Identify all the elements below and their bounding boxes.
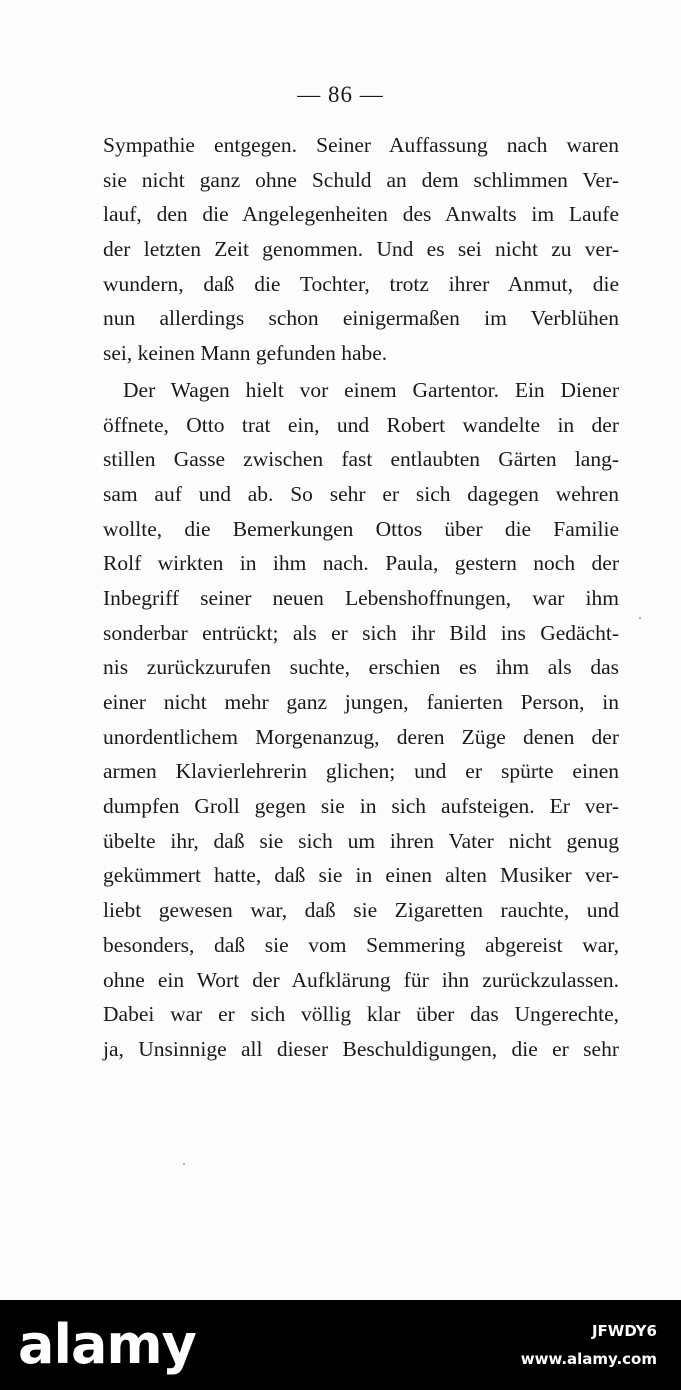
- text-line: liebt gewesen war, daß sie Zigaretten rauchte, und: [103, 898, 619, 923]
- text-line: Der Wagen hielt vor einem Gartentor. Ein Diener: [123, 377, 619, 402]
- text-line: lauf, den die Angelegenheiten des Anwalts im Laufe: [103, 202, 619, 227]
- text-line: wundern, daß die Tochter, trotz ihrer Anmut, die: [103, 271, 619, 296]
- text-line: sie nicht ganz ohne Schuld an dem schlimmen Ver-: [103, 167, 619, 192]
- text-line: Sympathie entgegen. Seiner Auffassung nach waren: [103, 133, 619, 157]
- text-line: ja, Unsinnige all dieser Beschuldigungen, die er sehr: [103, 1036, 619, 1061]
- page-number: — 86 —: [297, 82, 384, 107]
- page-speck: [183, 1163, 185, 1165]
- text-line: ohne ein Wort der Aufklärung für ihn zurückzulassen.: [103, 967, 619, 992]
- text-line: gekümmert hatte, daß sie in einen alten Musiker ver-: [103, 863, 619, 888]
- alamy-logo: alamy: [18, 1313, 196, 1376]
- text-line: sonderbar entrückt; als er sich ihr Bild ins Gedächt-: [103, 620, 619, 645]
- text-line: stillen Gasse zwischen fast entlaubten Gärten lang-: [103, 447, 619, 472]
- body-text: [103, 128, 619, 1067]
- text-line: übelte ihr, daß sie sich um ihren Vater nicht genug: [103, 828, 619, 853]
- text-line: wollte, die Bemerkungen Ottos über die Familie: [103, 516, 619, 541]
- text-line: armen Klavierlehrerin glichen; und er spürte einen: [103, 759, 619, 784]
- text-line: nun allerdings schon einigermaßen im Verblühen: [103, 306, 619, 331]
- text-line: Rolf wirkten in ihm nach. Paula, gestern noch der: [103, 551, 619, 576]
- text-line: öffnete, Otto trat ein, und Robert wandelte in der: [103, 412, 619, 437]
- image-id: JFWDY6: [591, 1322, 657, 1340]
- text-line: sei, keinen Mann gefunden habe.: [103, 341, 388, 366]
- watermark-url: www.alamy.com: [520, 1350, 657, 1368]
- text-line: der letzten Zeit genommen. Und es sei nicht zu ver-: [103, 237, 619, 262]
- watermark-banner: [0, 1300, 681, 1390]
- text-line: Inbegriff seiner neuen Lebenshoffnungen, war ihm: [103, 585, 619, 610]
- text-line: Dabei war er sich völlig klar über das Ungerechte,: [103, 1002, 619, 1027]
- text-line: unordentlichem Morgenanzug, deren Züge denen der: [103, 724, 619, 749]
- text-line: nis zurückzurufen suchte, erschien es ihm als das: [103, 655, 619, 680]
- text-line: dumpfen Groll gegen sie in sich aufsteigen. Er ver-: [103, 794, 619, 819]
- page-speck: [639, 617, 641, 619]
- text-line: sam auf und ab. So sehr er sich dagegen wehren: [103, 481, 619, 506]
- text-line: besonders, daß sie vom Semmering abgereist war,: [103, 932, 619, 957]
- text-line: einer nicht mehr ganz jungen, fanierten Person, in: [103, 690, 619, 714]
